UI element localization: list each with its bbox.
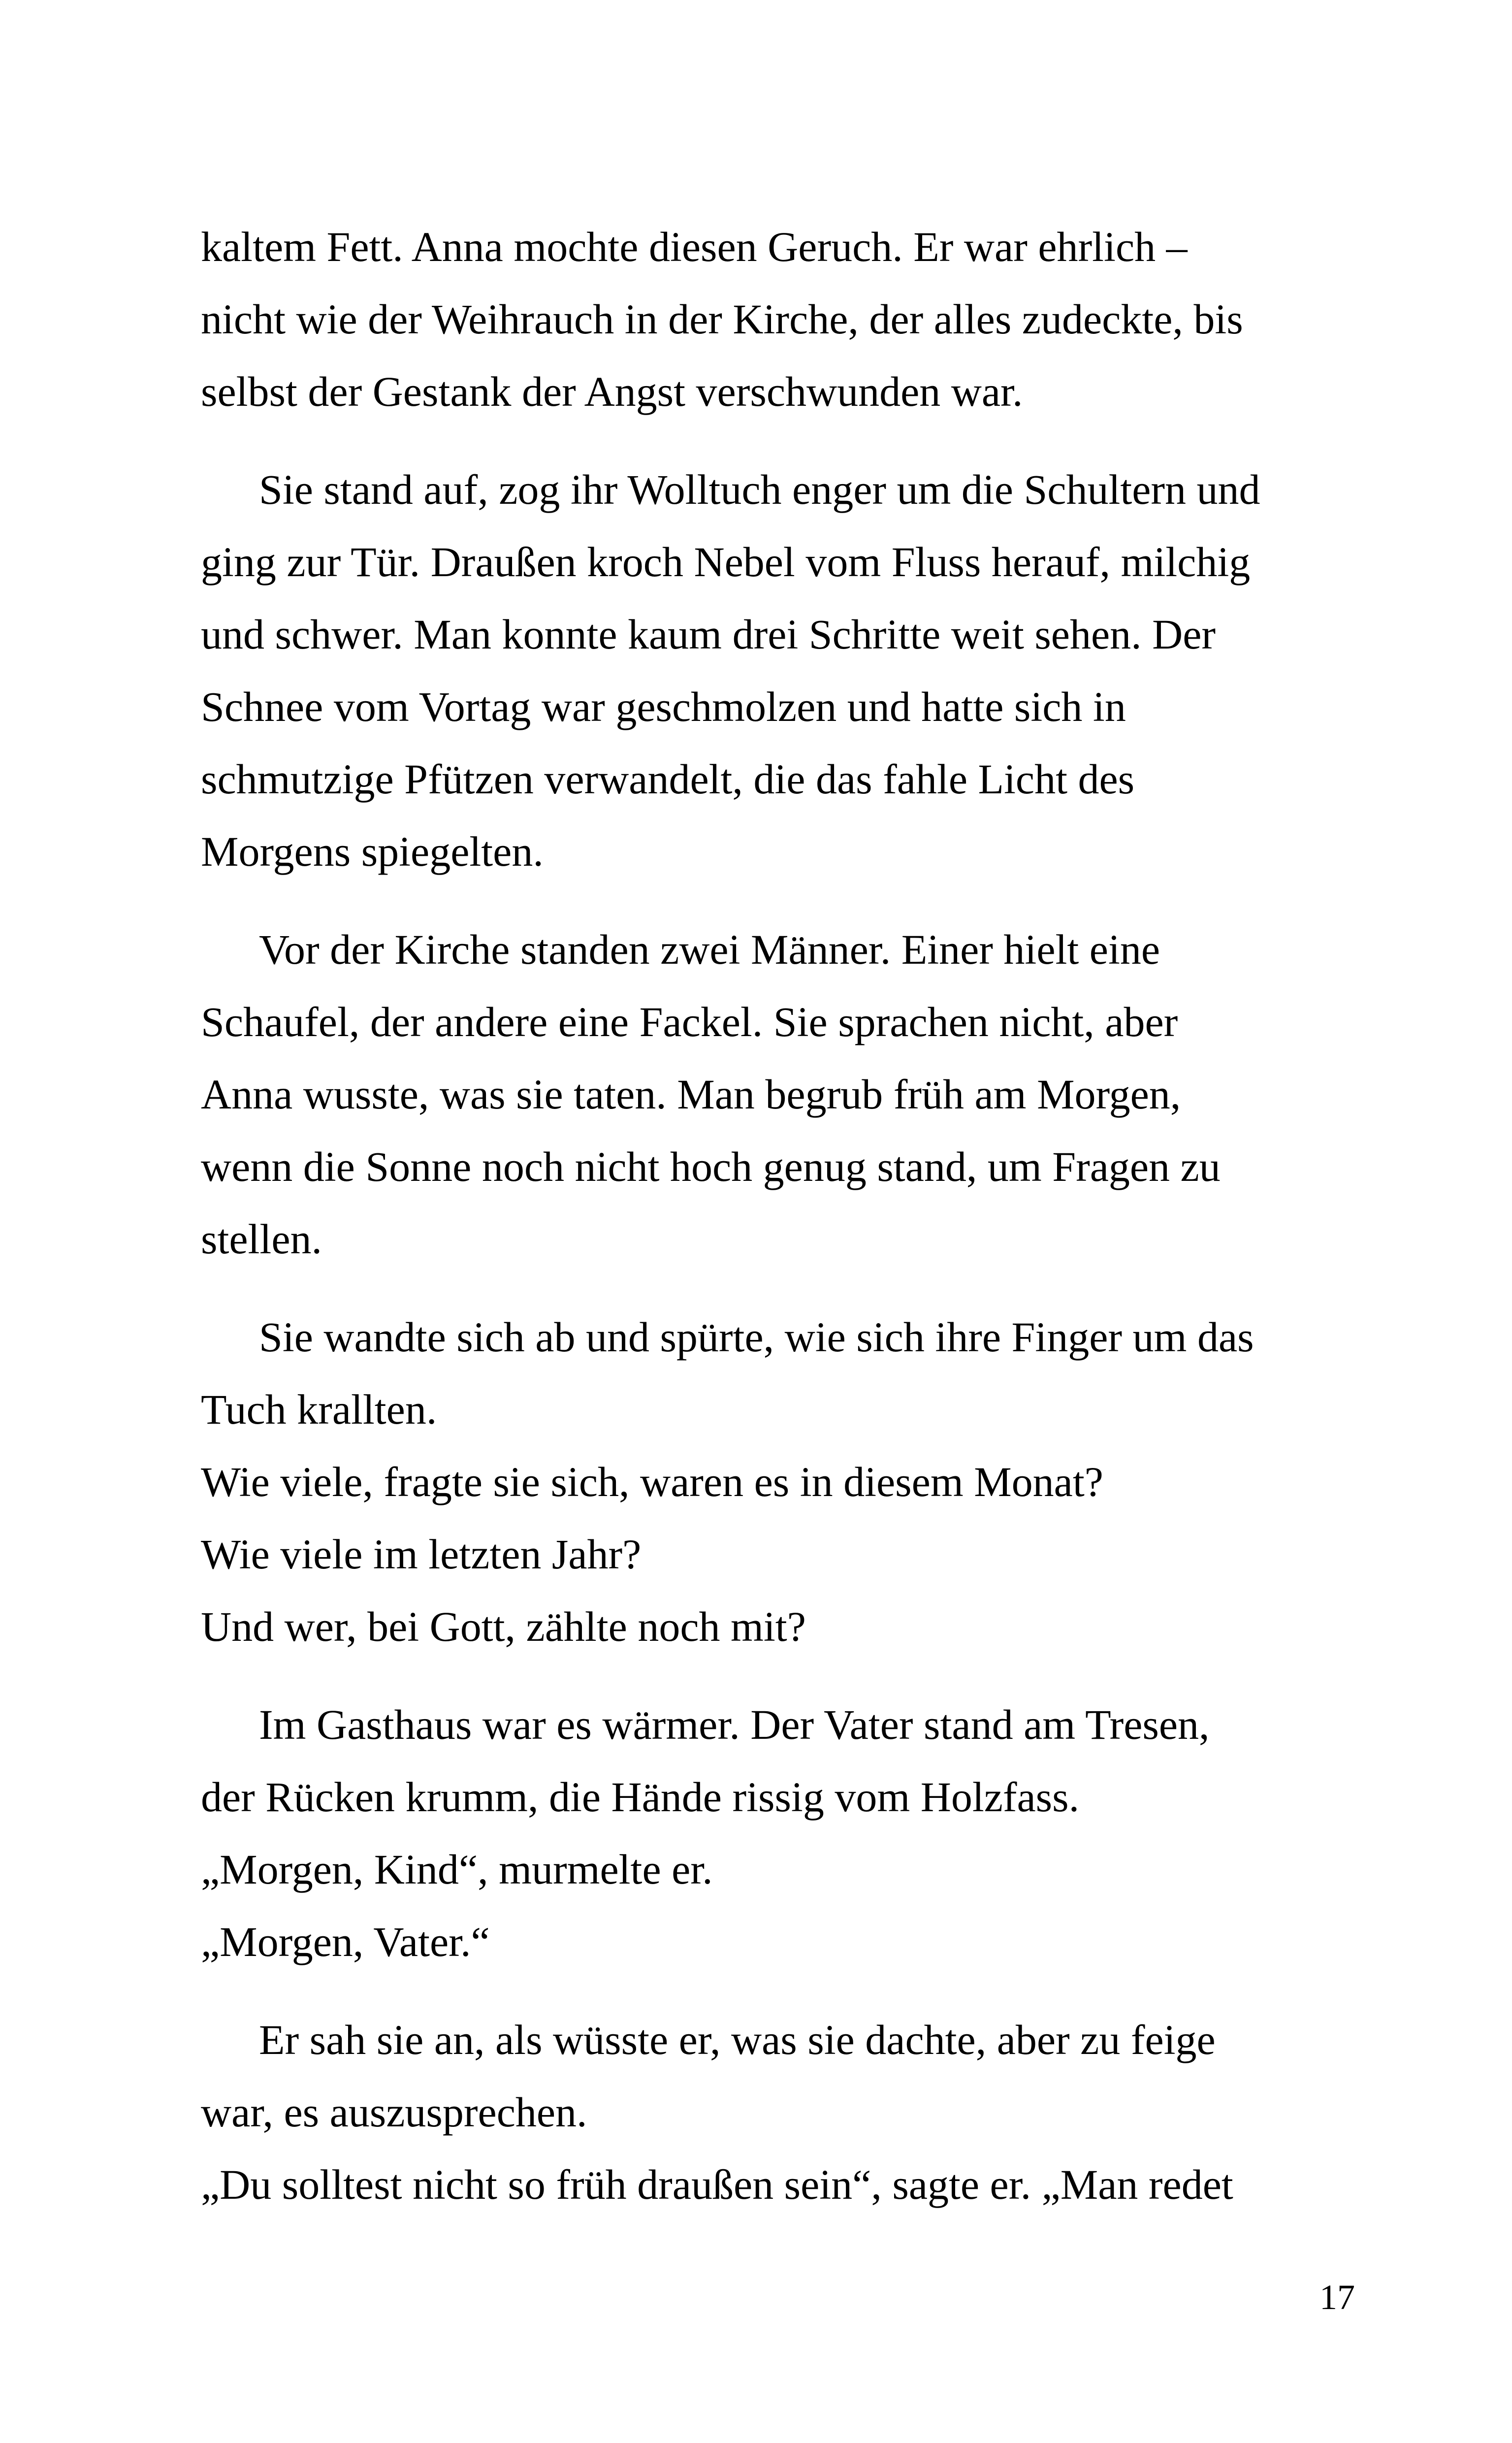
text-line: „Morgen, Vater.“ [201,1918,490,1965]
text-line: Wie viele im letzten Jahr? [201,1531,642,1578]
text-line: „Morgen, Kind“, murmelte er. [201,1846,713,1893]
text-line: war, es auszusprechen. [201,2088,587,2136]
text-line: Schnee vom Vortag war geschmolzen und hatte sich in [201,683,1126,730]
text-line: Morgens spiegelten. [201,828,544,875]
text-line: selbst der Gestank der Angst verschwunden war. [201,368,1023,415]
text-line: nicht wie der Weihrauch in der Kirche, der alles zudeckte, bis [201,295,1243,343]
text-line: ging zur Tür. Draußen kroch Nebel vom Fluss herauf, milchig [201,538,1251,586]
text-line: Sie wandte sich ab und spürte, wie sich ihre Finger um das [259,1313,1254,1361]
text-line: kaltem Fett. Anna mochte diesen Geruch. Er war ehrlich – [201,223,1188,270]
text-line: Sie stand auf, zog ihr Wolltuch enger um die Schultern und [259,466,1260,513]
text-line: schmutzige Pfützen verwandelt, die das fahle Licht des [201,755,1135,803]
text-line: und schwer. Man konnte kaum drei Schritte weit sehen. Der [201,611,1216,658]
text-line: „Du solltest nicht so früh draußen sein“, sagte er. „Man redet [201,2161,1233,2208]
text-line: Tuch krallten. [201,1386,437,1433]
text-line: Vor der Kirche standen zwei Männer. Einer hielt eine [259,926,1160,973]
text-line: stellen. [201,1215,322,1263]
body-text [201,211,1348,2221]
text-line: Und wer, bei Gott, zählte noch mit? [201,1603,806,1650]
text-line: Anna wusste, was sie taten. Man begrub früh am Morgen, [201,1071,1181,1118]
text-line: Schaufel, der andere eine Fackel. Sie sprachen nicht, aber [201,998,1178,1045]
text-line: Er sah sie an, als wüsste er, was sie dachte, aber zu feige [259,2016,1216,2063]
text-line: Wie viele, fragte sie sich, waren es in diesem Monat? [201,1458,1103,1505]
page-number: 17 [1319,2278,1355,2317]
text-line: wenn die Sonne noch nicht hoch genug stand, um Fragen zu [201,1143,1221,1190]
text-line: Im Gasthaus war es wärmer. Der Vater stand am Tresen, [259,1701,1210,1748]
text-line: der Rücken krumm, die Hände rissig vom Holzfass. [201,1773,1080,1821]
